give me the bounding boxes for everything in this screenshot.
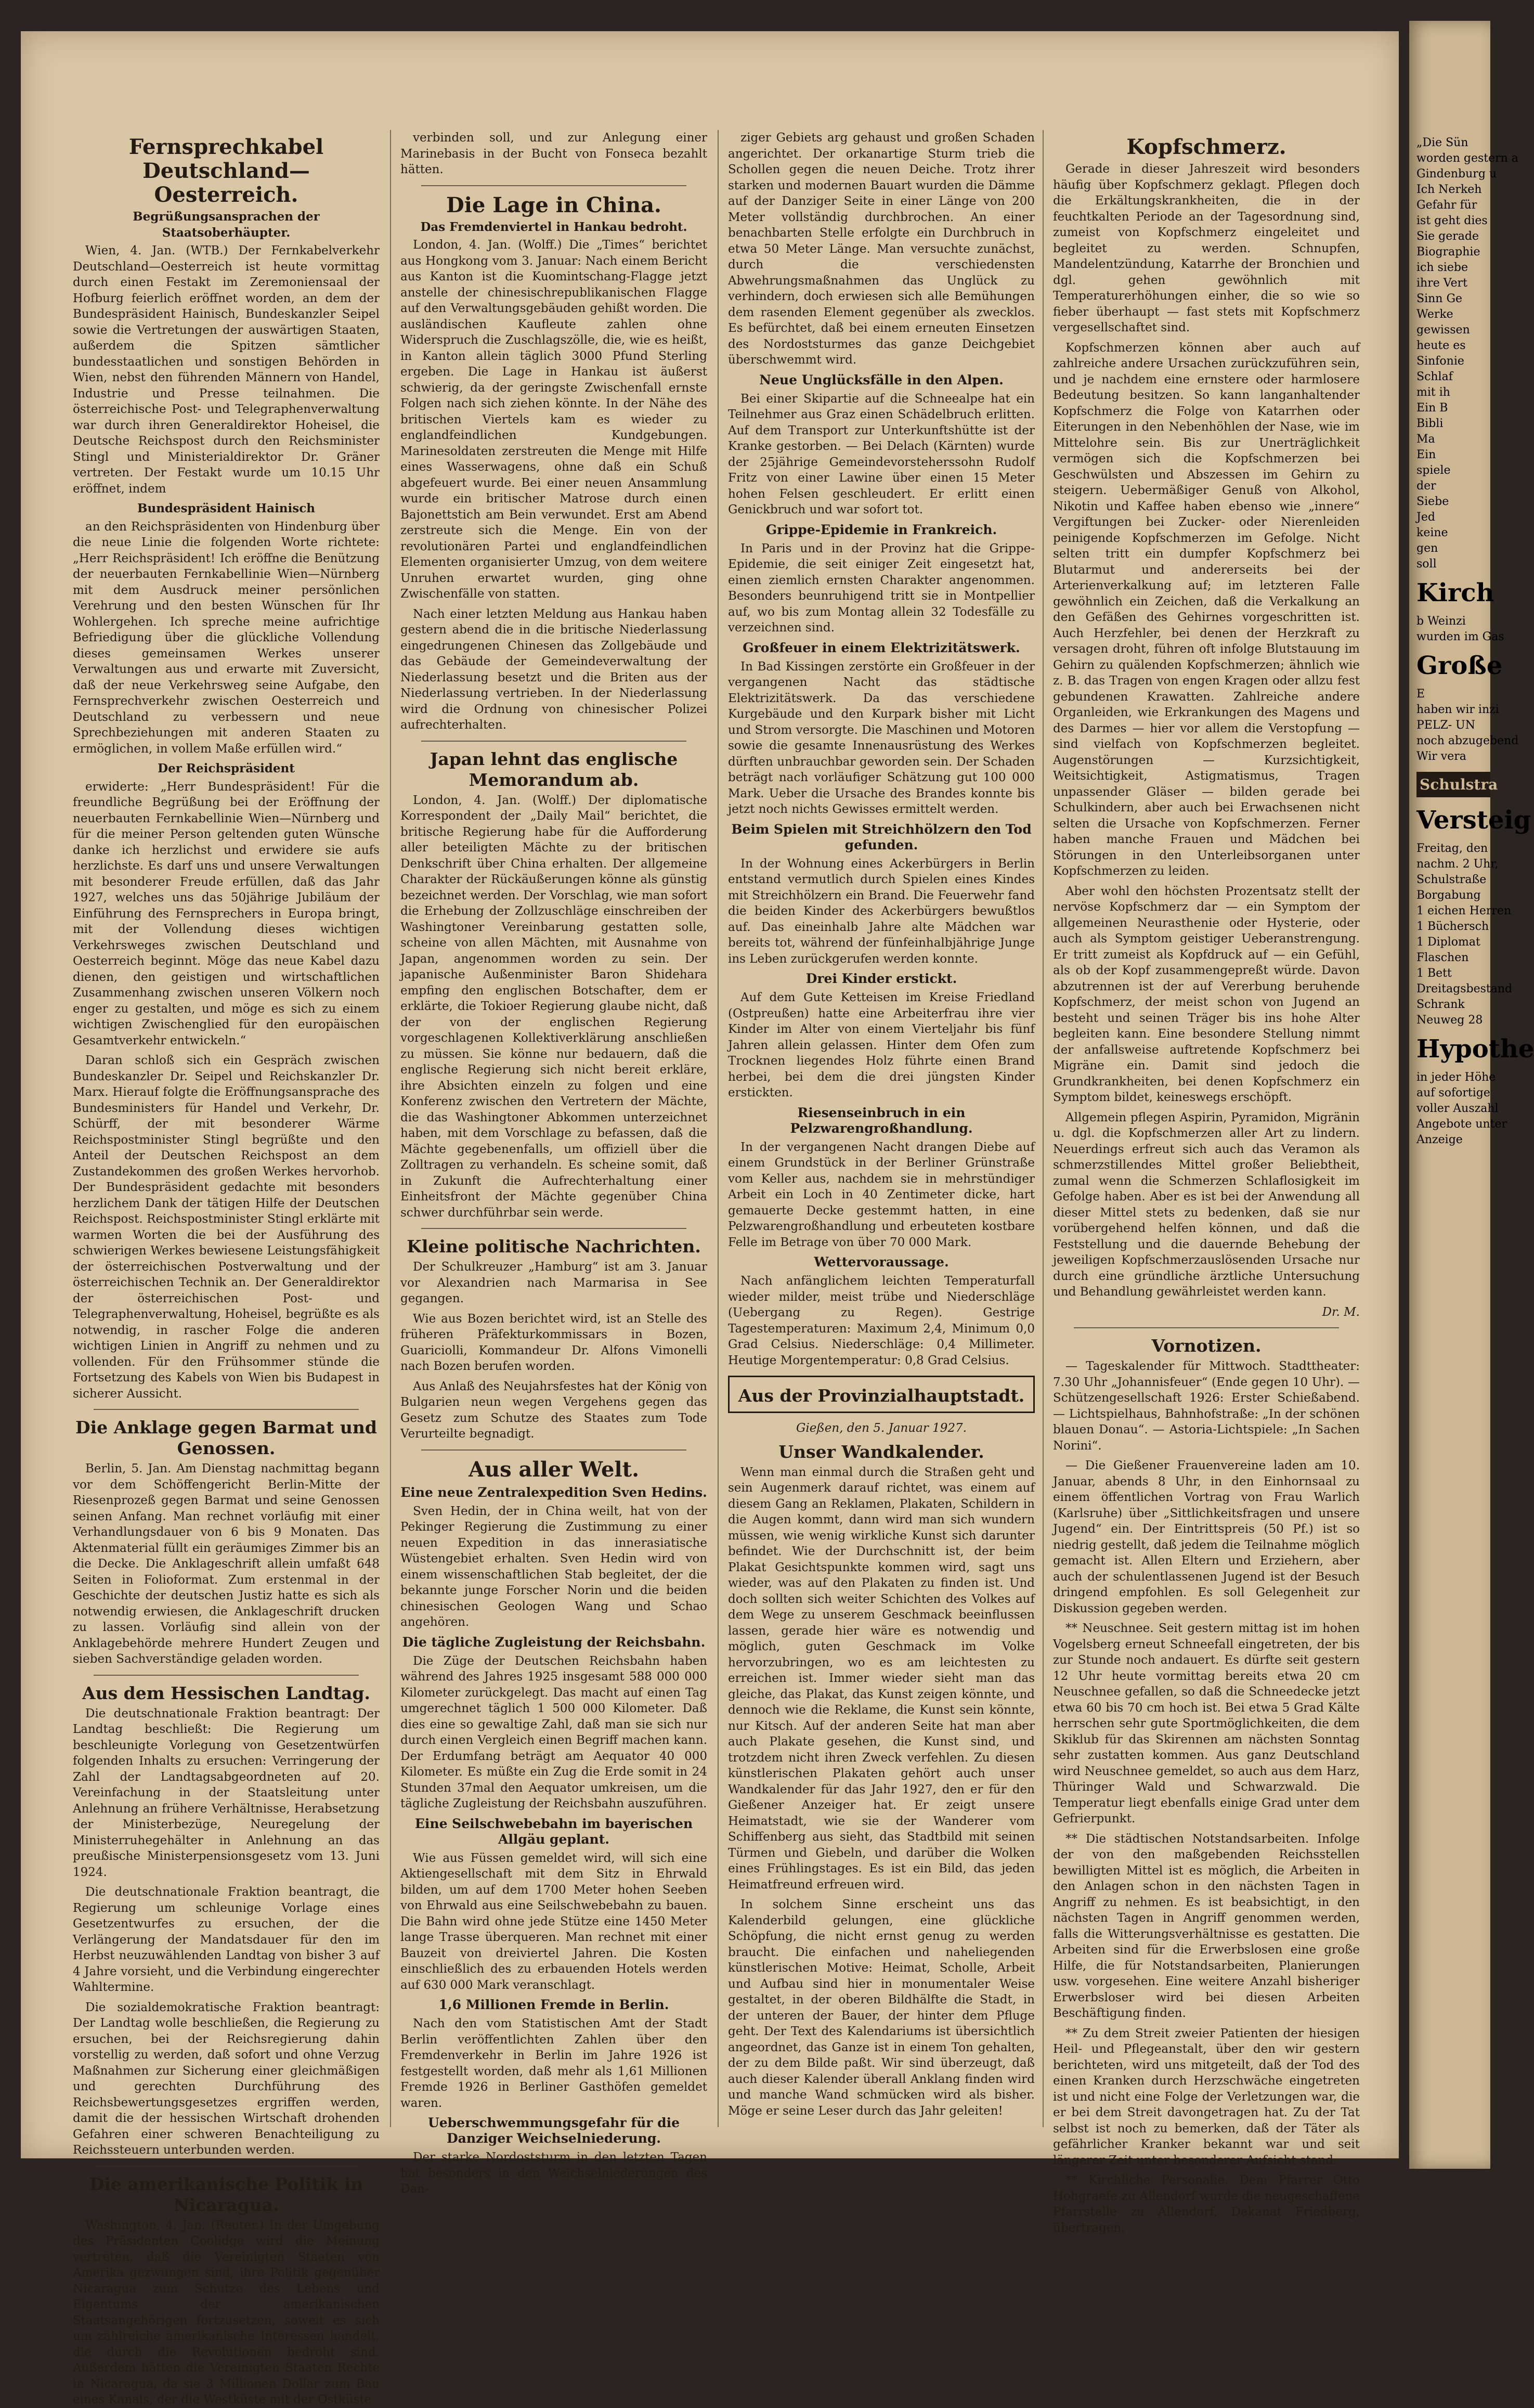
strip-line: E bbox=[1416, 688, 1425, 701]
strip-line: Biographie bbox=[1416, 245, 1480, 258]
strip-line: Schulstraße bbox=[1416, 873, 1487, 886]
strip-line: gewissen bbox=[1416, 323, 1470, 336]
section-heading: Eine neue Zentralexpedition Sven Hedins. bbox=[400, 1484, 707, 1500]
separator bbox=[421, 1228, 686, 1229]
article-paragraph: Nach den vom Statistischen Amt der Stadt Berlin veröffentlichten Zahlen über den Fremdenverkehr in Berlin im Jahre 1926 ist festgestellt worden, daß mehr als 1,61 Millionen Fremde 1926 in Berliner Gasthöfen gemeldet waren. bbox=[400, 2017, 707, 2110]
article-paragraph: Wien, 4. Jan. (WTB.) Der Fernkabelverkehr Deutschland—Oesterreich ist heute vormittag durch einen Festakt im Zeremoniensaal der Hofburg feierlich eröffnet worden, an dem der Bundespräsident Hainisch, Bundeskanzler Seipel sowie die Vertretungen der auswärtigen Staaten, außerdem die Spitzen sämtlicher bundesstaatlichen und sonstigen Behörden in Wien, nebst den führenden Männern von Handel, Industrie und Presse teilnahmen. Die österreichische Post- und Telegraphenverwaltung war durch ihren Generaldirektor Hoheisel, die Deutsche Reichspost durch den Reichsminister Stingl und Ministerialdirektor Dr. Gräner vertreten. Der Festakt wurde um 10.15 Uhr eröffnet, indem bbox=[73, 244, 380, 496]
weather-heading: Wettervoraussage. bbox=[814, 1254, 949, 1270]
headline-kleine-nachrichten: Kleine politische Nachrichten. bbox=[407, 1236, 701, 1257]
strip-line: wurden im Gas bbox=[1416, 630, 1504, 643]
strip-line: haben wir inzi bbox=[1416, 703, 1499, 716]
article-paragraph: Die sozialdemokratische Fraktion beantragt: Der Landtag wolle beschließen, die Regierung zu ersuchen, bei der Reichsregierung dahin vorstellig zu werden, daß sofort und ohne Verzug Maßnahmen zur Sicherung einer gleichmäßigen und gerechten Durchführung des Reichsbewertungsgesetzes ergriffen werden, damit die der hessischen Wirtschaft drohenden Gefahren einer schweren Benachteiligung zu Reichssteuern unterbunden werden. bbox=[73, 2000, 380, 2157]
column-3 bbox=[728, 130, 1035, 2127]
article-paragraph: ** Zu dem Streit zweier Patienten der hiesigen Heil- und Pflegeanstalt, über den wir gestern berichteten, wird uns mitgeteilt, daß der Tod des einen Kranken durch Herzschwäche eingetreten ist und nicht eine Folge der Verletzungen war, die er bei dem Streit davongetragen hat. Zu der Tat selbst ist noch zu bemerken, daß der Täter als gefährlicher Kranker bekannt war und seit längerer Zeit unter besonderer Aufsicht stand. bbox=[1053, 2026, 1360, 2167]
strip-line: voller Auszahl bbox=[1416, 1102, 1499, 1115]
article-paragraph: Bei einer Skipartie auf die Schneealpe hat ein Teilnehmer aus Graz einen Schädelbruch erlitten. Auf dem Transport zur Unterkunftshütte ist der Kranke gestorben. — Bei Delach (Kärnten) wurde der 25jährige Gemeindevorsteherssohn Rudolf Fritz von einer Lawine über einen 15 Meter hohen Felsen geschleudert. Er erlitt einen Genickbruch und war sofort tot. bbox=[728, 392, 1035, 516]
strip-line: spiele bbox=[1416, 464, 1451, 477]
strip-line: Werke bbox=[1416, 308, 1453, 321]
strip-line: mit ih bbox=[1416, 386, 1450, 399]
strip-ad-schulstrasse: Schulstra bbox=[1416, 772, 1490, 797]
weather-paragraph: Nach anfänglichem leichten Temperaturfall wieder milder, meist trübe und Niederschläge (Uebergang zu Regen). Gestrige Tagestemperaturen: Maximum 2,4, Minimum 0,0 Grad Celsius. Niederschläge: 0,4 Millimeter. Heutige Morgentemperatur: 0,8 Grad Celsius. bbox=[728, 1274, 1035, 1367]
article-paragraph: In Paris und in der Provinz hat die Grippe-Epidemie, die seit einiger Zeit eingesetzt hat, einen ziemlich ernsten Charakter angenommen. Besonders beunruhigend tritt sie in Montpellier auf, wo bis zum Montag allein 32 Todesfälle zu verzeichnen sind. bbox=[728, 541, 1035, 635]
strip-line: Ein B bbox=[1416, 402, 1448, 415]
column-2 bbox=[400, 130, 707, 2196]
strip-text-block bbox=[1416, 687, 1519, 765]
article-paragraph: erwiderte: „Herr Bundespräsident! Für die freundliche Begrüßung bei der Eröffnung der neuerbauten Fernkabellinie Wien—Nürnberg und für die meiner Person geltenden guten Wünsche danke ich herzlichst und erwidere sie aufs herzlichste. Es darf uns und unsere Verwaltungen mit besonderer Freude erfüllen, daß das Jahr 1927, welches uns das 50jährige Jubiläum der Einführung des Fernsprechers in Europa bringt, mit der Vollendung dieses wichtigen Verkehrsweges zwischen Deutschland und Oesterreich beginnt. Möge das neue Kabel dazu dienen, den geistigen und wirtschaftlichen Zusammenhang zwischen unseren Völkern noch enger zu gestalten, und möge es sich zu einem wichtigen Zwischenglied für den europäischen Gesamtverkehr entwickeln.“ bbox=[73, 780, 380, 1047]
strip-line: ist geht dies bbox=[1416, 214, 1488, 227]
strip-line: Gefahr für bbox=[1416, 199, 1477, 212]
article-paragraph: ziger Gebiets arg gehaust und großen Schaden angerichtet. Der orkanartige Sturm trieb die Schollen gegen die neuen Deiche. Trotz ihrer starken und modernen Bauart wurden die Dämme auf der Danziger Seite in einer Länge von 200 Meter vollständig durchbrochen. An einer benachbarten Stelle erfolgte ein Durchbruch in etwa 50 Meter Länge. Man versuchte zunächst, durch die verschiedensten Abwehrungsmaßnahmen das Unglück zu verhindern, doch erwiesen sich alle Bemühungen dem rasenden Element gegenüber als zwecklos. Es befürchtet, daß bei einem erneuten Einsetzen des Nordoststurmes das ganze Deichgebiet überschwemmt wird. bbox=[728, 131, 1035, 367]
newspaper-page bbox=[21, 31, 1399, 2406]
article-paragraph: Washington, 4. Jan. (Reuter.) In der Umgebung des Präsidenten Coolidge wird die Meinung vertreten, daß die Vereinigten Staaten von Amerika gezwungen sind, ihre Politik gegenüber Nicaragua zum Schutze des Lebens und Eigentums der amerikanischen Staatsangehörigen fortzusetzen, soweit es sich um zahlreiche amerikanische Interessen handelt, die durch die Revolutionen bedroht sind. Außerdem hätten die Vereinigten Staaten Rechte in Nicaragua, da sie 3 Millionen Dollar zum Bau eines Kanals, der die Westküste mit der Ostküste bbox=[73, 2218, 380, 2406]
column-rule bbox=[390, 130, 391, 2127]
article-paragraph: Die Züge der Deutschen Reichsbahn haben während des Jahres 1925 insgesamt 588 000 000 Kilometer zurückgelegt. Das macht auf einen Tag umgerechnet täglich 1 500 000 Kilometer. Daß dies eine so gewaltige Zahl, daß man sie sich nur durch einen Vergleich einen Begriff machen kann. Der Erdumfang beträgt am Aequator 40 000 Kilometer. Es müßte ein Zug die Erde somit in 24 Stunden 37mal den Aequator umkreisen, um die tägliche Zugleistung der Reichsbahn auszuführen. bbox=[400, 1654, 707, 1810]
separator bbox=[94, 1675, 359, 1676]
headline-barmat: Die Anklage gegen Barmat und Genossen. bbox=[75, 1417, 377, 1458]
strip-line: heute es bbox=[1416, 339, 1466, 352]
strip-line: Angebote unter bbox=[1416, 1118, 1507, 1131]
section-heading: Drei Kinder erstickt. bbox=[805, 971, 957, 986]
strip-line: 1 Bett bbox=[1416, 967, 1452, 980]
strip-line: Borgabung bbox=[1416, 889, 1481, 902]
article-paragraph: an den Reichspräsidenten von Hindenburg über die neue Linie die folgenden Worte richtete: „Herr Reichspräsident! Ich eröffne die Benützung der neuerbauten Fernkabellinie Wien—Nürnberg mit dem Ausdruck meiner persönlichen Verehrung und den besten Wünschen für Ihr Wohlergehen. Ich spreche meine aufrichtige Befriedigung über die glückliche Vollendung dieses gemeinsamen Werkes unserer Verwaltungen aus und erwarte mit Zuversicht, daß der neue Verkehrsweg seine Aufgabe, den Fernsprechverkehr zwischen Oesterreich und Deutschland zu verbessern und neue Sprechbeziehungen mit anderen Staaten zu ermöglichen, in vollem Maße erfüllen wird.“ bbox=[73, 520, 380, 756]
section-heading: Neue Unglücksfälle in den Alpen. bbox=[759, 372, 1004, 387]
dateline: Gießen, den 5. Januar 1927. bbox=[796, 1421, 967, 1435]
section-heading: Ueberschwemmungsgefahr für die Danziger Weichselniederung. bbox=[427, 2115, 680, 2146]
author-signature: Dr. M. bbox=[1322, 1305, 1360, 1319]
strip-line: Schlaf bbox=[1416, 370, 1453, 383]
article-paragraph: ** Neuschnee. Seit gestern mittag ist im hohen Vogelsberg erneut Schneefall eingetreten, der bis zur Stunde noch andauert. Es dürfte seit gestern 12 Uhr heute vormittag bereits etwa 20 cm Neuschnee gefallen, so daß die Schneedecke jetzt etwa 60 bis 70 cm hoch ist. Bei etwa 5 Grad Kälte herrschen sehr gute Sportmöglichkeiten, die dem Skiklub für das Skirennen am nächsten Sonntag sehr zustatten kommen. Aus ganz Deutschland wird Neuschnee gemeldet, so auch aus dem Harz, Thüringer Wald und Schwarzwald. Die Temperatur liegt ebenfalls einige Grad unter dem Gefrierpunkt. bbox=[1053, 1622, 1360, 1826]
column-1 bbox=[73, 130, 380, 2406]
article-paragraph: ** Die städtischen Notstandsarbeiten. Infolge der von den maßgebenden Reichsstellen bewilligten Mittel ist es möglich, die Arbeiten in den Anlagen schon in den nächsten Tagen in Angriff zu nehmen. Es ist beabsichtigt, in den nächsten Tagen in Angriff genommen werden, falls die Witterungsverhältnisse es gestatten. Die Arbeiten sind für die Erwerbslosen eine große Hilfe, die für Notstandsarbeiten, Planierungen usw. vorgesehen. Eine weitere Anzahl bisheriger Erwerbsloser wird bei diesen Arbeiten Beschäftigung finden. bbox=[1053, 1832, 1360, 2020]
article-paragraph: Wenn man einmal durch die Straßen geht und sein Augenmerk darauf richtet, was einem auf diesem Gang an Reklamen, Plakaten, Schildern in die Augen kommt, dann wird man sich wundern müssen, wie wenig wirkliche Kunst sich darunter befindet. Wie der Durchschnitt ist, der beim Plakat Gesichtspunkte kommen wird, sagt uns wieder, was auf den Plakaten zu finden ist. Und doch sollten sich weiter Schichten des Volkes auf dem Wege zu unserem Geschmack beeinflussen lassen, gerade hier wäre es notwendig und möglich, guten Geschmack im Volke hervorzubringen, wo es am leichtesten zu erreichen ist. Immer wieder sieht man das gleiche, das Plakat, das Kunst zeigen könnte, und dennoch wie die Reklame, die Kunst sein könnte, nur Kitsch. Auf der anderen Seite hat man aber auch Plakate gesehen, die Kunst sind, und trotzdem nicht ihren Zweck verfehlen. Zu diesen künstlerischen Plakaten gehört auch unser Wandkalender für das Jahr 1927, den er für den Gießener Anzeiger hat. Er zeigt unsere Heimatstadt, wie sie der Wanderer vom Schiffenberg aus sieht, das Stadtbild mit seinen Türmen und Giebeln, und darüber die Wolken eines Frühlingstages. Es ist ein Bild, das jeden Heimatfreund erfreuen wird. bbox=[728, 1465, 1035, 1892]
headline-fernsprechkabel: Fernsprechkabel Deutschland—Oesterreich. bbox=[128, 135, 324, 207]
strip-line: auf sofortige bbox=[1416, 1086, 1490, 1099]
article-paragraph: In der Wohnung eines Ackerbürgers in Berlin entstand vermutlich durch Spielen eines Kindes mit Streichhölzern ein Brand. Die Feuerwehr fand die beiden Kinder des Ackerbürgers bewußtlos auf. Das eineinhalb Jahre alte Mädchen war bereits tot, während der fünfeinhalbjährige Junge ins Leben zurückgerufen werden konnte. bbox=[728, 857, 1035, 966]
section-heading: Riesenseinbruch in ein Pelzwarengroßhandlung. bbox=[790, 1105, 973, 1136]
headline-nicaragua: Die amerikanische Politik in Nicaragua. bbox=[89, 2173, 363, 2215]
strip-line: „Die Sün bbox=[1416, 136, 1468, 149]
article-paragraph: Die deutschnationale Fraktion beantragt: Der Landtag beschließt: Die Regierung um beschleunigte Vorlegung von Gesetzentwürfen folgenden Inhalts zu ersuchen: Verringerung der Zahl der Landtagsabgeordneten auf 20. Vereinfachung in der Staatsleitung unter Anlehnung an frühere Verhältnisse, Herabsetzung der Ministerbezüge, Neuregelung der Ministerruhegehälter in Anlehnung an das preußische Ministerpensionsgesetz vom 13. Juni 1924. bbox=[73, 1706, 380, 1879]
strip-line: Flaschen bbox=[1416, 951, 1469, 964]
strip-line: Gindenburg u bbox=[1416, 167, 1497, 180]
article-paragraph: London, 4. Jan. (Wolff.) Die „Times“ berichtet aus Hongkong vom 3. Januar: Nach einem Bericht aus Kanton ist die Kuomintschang-Flagge jetzt anstelle der chinesischrepublikanischen Flagge auf den Verwaltungsgebäuden gehißt worden. Die ausländischen Kaufleute zahlen ohne Widerspruch die Zuschlagszölle, die, wie es heißt, in Kanton allein täglich 3000 Pfund Sterling ergeben. Die Lage in Hankau ist äußerst schwierig, da der geringste Zwischenfall ernste Folgen nach sich ziehen könnte. In der Nähe des britischen Viertels kam es wieder zu englandfeindlichen Kundgebungen. Marinesoldaten zerstreuten die Menge mit Hilfe eines Wasserwagens, ohne daß ein Schuß abgefeuert wurde. Bei einer neuen Ansammlung wurde ein britischer Matrose durch einen Bajonettstich am Bein verwundet. Erst am Abend zerstreute sich die Menge. Ein von der revolutionären Partei und englandfeindlichen Elementen organisierter Umzug, von dem weitere Unruhen erwartet wurden, ging ohne Zwischenfälle von statten. bbox=[400, 238, 707, 601]
subheadline: Begrüßungsansprachen der Staatsoberhäupter. bbox=[133, 210, 320, 240]
strip-line: PELZ- UN bbox=[1416, 719, 1475, 732]
strip-line: in jeder Höhe bbox=[1416, 1071, 1496, 1084]
headline-japan: Japan lehnt das englische Memorandum ab. bbox=[430, 748, 678, 790]
provinzialhauptstadt-box bbox=[728, 1376, 1035, 1413]
strip-line: keine bbox=[1416, 526, 1448, 539]
strip-line: worden gestern a bbox=[1416, 152, 1518, 165]
column-rule bbox=[1043, 130, 1044, 2127]
separator bbox=[94, 1409, 359, 1410]
section-heading: Die tägliche Zugleistung der Reichsbahn. bbox=[402, 1634, 706, 1650]
article-paragraph: Der Schulkreuzer „Hamburg“ ist am 3. Januar vor Alexandrien nach Marmarisa in See gegangen. bbox=[400, 1260, 707, 1305]
article-paragraph: London, 4. Jan. (Wolff.) Der diplomatische Korrespondent der „Daily Mail“ berichtet, die britische Regierung habe für die Aufforderung aller beteiligten Mächte zu der britischen Denkschrift über China erhalten. Der allgemeine Charakter der Rückäußerungen könne als günstig bezeichnet werden. Der Vorschlag, wie man sofort die Erhebung der Zollzuschläge einschreiben der Washingtoner Vereinbarung gestatten solle, scheine von allen Mächten, mit Ausnahme von Japan, angenommen worden zu sein. Der japanische Außenminister Baron Shidehara empfing den englischen Botschafter, dem er erklärte, die Tokioer Regierung glaube nicht, daß der von der englischen Regierung vorgeschlagenen Kollektiverklärung anschließen zu müssen. Sie könne nur bedauern, daß die englische Regierung sich nicht bereit erkläre, ihre Absichten einzeln zu folgen und eine Konferenz zwischen den Vertretern der Mächte, die das Washingtoner Abkommen unterzeichnet haben, mit dem Vorschlage zu befassen, daß die Mächte gegebenenfalls, um offiziell über die Zolltragen zu verhandeln. Es scheine somit, daß in Zukunft die Aufrechterhaltung einer Einheitsfront der Mächte gegenüber China schwer durchführbar sein werde. bbox=[400, 793, 707, 1220]
section-heading: Beim Spielen mit Streichhölzern den Tod gefunden. bbox=[731, 821, 1032, 852]
adjacent-page-strip bbox=[1409, 21, 1534, 2169]
headline-aus-aller-welt: Aus aller Welt. bbox=[468, 1457, 640, 1482]
section-heading: Großfeuer in einem Elektrizitätswerk. bbox=[743, 640, 1020, 655]
article-paragraph: Aber wohl den höchsten Prozentsatz stellt der nervöse Kopfschmerz dar — ein Symptom der allgemeinen Neurasthenie oder Hysterie, oder auch als Symptom geistiger Ueberanstrengung. Er tritt zumeist als Kopfdruck auf — ein Gefühl, als ob der Kopf zusammengepreßt würde. Davon abzutrennen ist der auf Vererbung beruhende Kopfschmerz, der meist schon von Jugend an besteht und seinen Träger bis ins hohe Alter begleiten kann. Eine besondere Stellung nimmt der anfallsweise auftretende Kopfschmerz bei Migräne ein. Damit sind jedoch die Grundkrankheiten, bei denen Kopfschmerz ein Symptom bildet, keineswegs erschöpft. bbox=[1053, 884, 1360, 1104]
strip-line: 1 Diplomat bbox=[1416, 936, 1480, 949]
strip-line: ich siebe bbox=[1416, 261, 1468, 274]
article-paragraph: Der starke Nordoststurm in den letzten Tagen hat besonders in den Weichselniederungen des Dan- bbox=[400, 2151, 707, 2196]
article-paragraph: Wie aus Bozen berichtet wird, ist an Stelle des früheren Präfekturkommissars in Bozen, Guariciolli, Kommandeur Dr. Alfons Vimonelli nach Bozen berufen worden. bbox=[400, 1312, 707, 1373]
section-heading: Der Reichspräsident bbox=[158, 761, 295, 775]
headline-china: Die Lage in China. bbox=[446, 192, 661, 217]
article-paragraph: ** Kirchliche Personalie. Dem Pfarrer Otto Hohgraefe zu Allendorf wurde die neugeschaffene Pfarrstelle zu Allendorf, Dekanat Friedberg, übertragen. bbox=[1053, 2173, 1360, 2235]
strip-line: soll bbox=[1416, 558, 1437, 571]
strip-line: Schrank bbox=[1416, 998, 1465, 1011]
article-paragraph: In der vergangenen Nacht drangen Diebe auf einem Grundstück in der Berliner Grünstraße vom Keller aus, nachdem sie in mehrstündiger Arbeit ein Loch in 40 Zentimeter dicke, hart gemauerte Decke gestemmt hatten, in eine Pelzwarengroßhandlung und erbeuteten kostbare Felle im Betrage von über 70 000 Mark. bbox=[728, 1140, 1035, 1249]
strip-line: Freitag, den bbox=[1416, 842, 1488, 855]
headline-wandkalender: Unser Wandkalender. bbox=[778, 1441, 984, 1462]
article-paragraph: Sven Hedin, der in China weilt, hat von der Pekinger Regierung die Zustimmung zu einer neuen Expedition in das innerasiatische Wüstengebiet erhalten. Sven Hedin wird von einem wissenschaftlichen Stab begleitet, der die bekannte junge Forscher Norin und die beiden chinesischen Geologen Wang und Schao angehören. bbox=[400, 1504, 707, 1629]
separator bbox=[421, 741, 686, 742]
article-paragraph: Auf dem Gute Ketteisen im Kreise Friedland (Ostpreußen) hatte eine Arbeiterfrau ihre vier Kinder im Alter von einem Vierteljahr bis fünf Jahren allein gelassen. Hinter dem Ofen zum Trocknen liegendes Holz führte einen Brand herbei, bei dem die drei jüngsten Kinder erstickten. bbox=[728, 991, 1035, 1099]
strip-line: Dreitagsbestand bbox=[1416, 982, 1513, 995]
strip-line: Sinfonie bbox=[1416, 355, 1464, 368]
column-4 bbox=[1053, 130, 1360, 2235]
article-paragraph: — Tageskalender für Mittwoch. Stadttheater: 7.30 Uhr „Johannisfeuer“ (Ende gegen 10 Uhr). — Schützengesellschaft 1926: Erster Schießabend. — Lichtspielhaus, Bahnhofstraße: „In der schönen blauen Donau“. — Astoria-Lichtspiele: „In Sachen Norini“. bbox=[1053, 1360, 1360, 1453]
strip-line: b Weinzi bbox=[1416, 615, 1466, 628]
strip-line: Siebe bbox=[1416, 495, 1449, 508]
section-heading: Bundespräsident Hainisch bbox=[137, 501, 315, 515]
article-paragraph: In Bad Kissingen zerstörte ein Großfeuer in der vergangenen Nacht das städtische Elektrizitätswerk. Da das verschiedene Kurgebäude und den Kurpark bisher mit Licht und Strom versorgte. Die Maschinen und Motoren sowie die gesamte Innenausrüstung des Werkes dürften unbrauchbar geworden sein. Der Schaden beträgt nach vorläufiger Schätzung gut 100 000 Mark. Ueber die Ursache des Brandes konnte bis jetzt noch nichts Gewisses ermittelt werden. bbox=[728, 659, 1035, 816]
headline-provinzialhauptstadt: Aus der Provinzialhauptstadt. bbox=[738, 1386, 1025, 1406]
strip-line: Jed bbox=[1416, 511, 1435, 524]
article-paragraph: Aus Anlaß des Neujahrsfestes hat der König von Bulgarien neun wegen Vergehens gegen das Gesetz zum Schutze des Staates zum Tode Verurteilte begnadigt. bbox=[400, 1379, 707, 1441]
strip-ad-grosse: Große bbox=[1416, 651, 1503, 680]
strip-line: Anzeige bbox=[1416, 1133, 1463, 1146]
strip-text-block bbox=[1416, 841, 1513, 1028]
article-paragraph: Wie aus Füssen gemeldet wird, will sich eine Aktiengesellschaft mit dem Sitz in Ehrwald bilden, um auf dem 1700 Meter hohen Seeben von Ehrwald aus eine Seilschwebebahn zu bauen. Die Bahn wird ohne jede Stütze eine 1450 Meter lange Trasse überqueren. Man rechnet mit einer Bauzeit von dreiviertel Jahren. Die Kosten einschließlich des zu erbauenden Hotels werden auf 630 000 Mark veranschlagt. bbox=[400, 1851, 707, 1992]
strip-text-block bbox=[1416, 614, 1504, 645]
article-paragraph: Die deutschnationale Fraktion beantragt, die Regierung um schleunige Vorlage eines Gesetzentwurfes zu ersuchen, der die Verlängerung der Mandatsdauer für den im Herbst neuzuwählenden Landtag von bisher 3 auf 4 Jahre vorsieht, und die Verbindung eingerechter Wahltermine. bbox=[73, 1885, 380, 1994]
strip-line: noch abzugebend bbox=[1416, 734, 1519, 747]
strip-line: Ich Nerkeh bbox=[1416, 183, 1482, 196]
strip-line: Sinn Ge bbox=[1416, 292, 1463, 305]
strip-heading-kirch: Kirch bbox=[1416, 578, 1494, 607]
section-heading: Grippe-Epidemie in Frankreich. bbox=[765, 522, 997, 537]
section-heading: Eine Seilschwebebahn im bayerischen Allgäu geplant. bbox=[414, 1816, 693, 1847]
strip-line: Wir vera bbox=[1416, 750, 1466, 763]
strip-line: Neuweg 28 bbox=[1416, 1014, 1483, 1027]
article-paragraph: In solchem Sinne erscheint uns das Kalenderbild gelungen, eine glückliche Schöpfung, die nicht ernst genug zu werden braucht. Die einfachen und naheliegenden künstlerischen Motive: Heimat, Scholle, Arbeit und Aufbau sind hier in monumentaler Weise gestaltet, in der oberen Bildhälfte die Stadt, in der unteren der Bauer, der hinter dem Pfluge geht. Der Text des Kalendariums ist übersichtlich angeordnet, das Ganze ist in einem Ton gehalten, der zu dem Bilde paßt. Wir sind überzeugt, daß auch dieser Kalender überall Anklang finden wird und manche Wand schmücken wird als bisher. Möge er seine Leser durch das Jahr geleiten! bbox=[728, 1898, 1035, 2118]
subheadline: Das Fremdenviertel in Hankau bedroht. bbox=[420, 219, 687, 234]
strip-column bbox=[1409, 21, 1534, 1148]
strip-line: der bbox=[1416, 480, 1436, 493]
strip-line: 1 eichen Herren bbox=[1416, 904, 1512, 917]
separator bbox=[94, 2166, 359, 2167]
strip-ad-hypothek: Hypothe bbox=[1416, 1034, 1534, 1064]
separator bbox=[421, 185, 686, 186]
strip-line: Sie gerade bbox=[1416, 230, 1479, 243]
article-paragraph: Kopfschmerzen können aber auch auf zahlreiche andere Ursachen zurückzuführen sein, und je nachdem eine ernstere oder harmlosere Bedeutung besitzen. So kann langanhaltender Kopfschmerz die Folge von Katarrhen oder Eiterungen in den Nebenhöhlen der Nase, wie im Mittelohre sein. Bis zur Unerträglichkeit vermögen sich die Kopfschmerzen bei Geschwülsten und Abszessen im Gehirn zu steigern. Uebermäßiger Genuß von Alkohol, Nikotin und Kaffee haben ebenso wie „innere“ Vergiftungen bei Zucker- oder Nierenleiden peinigende Kopfschmerzen im Gefolge. Nicht selten tritt ein dumpfer Kopfschmerz bei Blutarmut und andererseits bei der Arterienverkalkung auf; im letzteren Falle gewöhnlich ein Zeichen, daß die Verkalkung an den Gefäßen des Gehirnes vorgeschritten ist. Auch Herzfehler, bei denen der Herzkraft zu versagen droht, führen oft infolge Blutstauung im Gehirn zu quälenden Kopfschmerzen; ähnlich wie z. B. das Tragen von engen Kragen oder allzu fest gebundenen Krawatten. Zahlreiche andere Organleiden, wie Erkrankungen des Magens und des Darmes — hier vor allem die Verstopfung — sind vielfach von Kopfschmerzen begleitet. Augenstörungen — Kurzsichtigkeit, Weitsichtigkeit, Astigmatismus, Tragen unpassender Gläser — bilden gerade bei Schulkindern, aber auch bei Erwachsenen nicht selten die Ursache von Kopfschmerzen. Ferner haben manche Frauen und Mädchen bei Störungen in den Unterleibsorganen unter Kopfschmerzen zu leiden. bbox=[1053, 341, 1360, 878]
column-rule bbox=[718, 130, 719, 2127]
strip-line: ihre Vert bbox=[1416, 277, 1467, 290]
strip-line: Ein bbox=[1416, 448, 1436, 461]
article-paragraph: Nach einer letzten Meldung aus Hankau haben gestern abend die in die britische Niederlassung eingedrungenen Chinesen das Zollgebäude und das Gebäude der Gemeindeverwaltung der Niederlassung besetzt und die Briten aus der Niederlassung vertrieben. In der Niederlassung wird die Ordnung von chinesischer Polizei aufrechterhalten. bbox=[400, 607, 707, 732]
strip-line: nachm. 2 Uhr, bbox=[1416, 858, 1499, 871]
article-paragraph: verbinden soll, und zur Anlegung einer Marinebasis in der Bucht von Fonseca bezahlt hätten. bbox=[400, 131, 707, 176]
headline-landtag: Aus dem Hessischen Landtag. bbox=[82, 1682, 370, 1703]
strip-line: Ma bbox=[1416, 433, 1435, 446]
strip-text-block bbox=[1416, 1070, 1507, 1148]
separator bbox=[1074, 1327, 1339, 1328]
strip-line: gen bbox=[1416, 542, 1438, 555]
article-paragraph: — Die Gießener Frauenvereine laden am 10. Januar, abends 8 Uhr, in den Einhornsaal zu einem öffentlichen Vortrag von Frau Warlich (Karlsruhe) über „Sittlichkeitsfragen und unsere Jugend“ ein. Der Eintrittspreis (50 Pf.) ist so niedrig gestellt, daß jedem die Teilnahme möglich gemacht ist. Allen Eltern und Erziehern, aber auch der schulentlassenen Jugend ist der Besuch dringend empfohlen. Es soll Gelegenheit zur Diskussion gegeben werden. bbox=[1053, 1459, 1360, 1615]
headline-kopfschmerz: Kopfschmerz. bbox=[1126, 135, 1286, 159]
strip-line: Bibli bbox=[1416, 417, 1444, 430]
strip-line: 1 Büchersch bbox=[1416, 920, 1489, 933]
article-paragraph: Daran schloß sich ein Gespräch zwischen Bundeskanzler Dr. Seipel und Reichskanzler Dr. Marx. Hierauf folgte die Eröffnungsansprache des Bundesministers für Handel und Verkehr, Dr. Schürff, der mit besonderer Wärme Reichspostminister Stingl begrüßte und den Anteil der Deutschen Reichspost an dem Zustandekommen des großen Werkes hervorhob. Der Bundespräsident gedachte mit besonders herzlichem Dank der tätigen Hilfe der Deutschen Reichspost. Reichspostminister Stingl erklärte mit warmen Worten die bei der Ausführung des schwierigen Werkes bewiesene Leistungsfähigkeit der österreichischen Postverwaltung und der österreichischen Technik an. Der Generaldirektor der österreichischen Post- und Telegraphenverwaltung, Hoheisel, begrüßte es als notwendig, in rascher Folge die anderen wichtigen Linien in Angriff zu nehmen und zu vollenden. Für den Frühsommer stünde die Fortsetzung des Kabels von Wien bis Budapest in sicherer Aussicht. bbox=[73, 1054, 380, 1401]
article-paragraph: Allgemein pflegen Aspirin, Pyramidon, Migränin u. dgl. die Kopfschmerzen aller Art zu lindern. Neuerdings erfreut sich auch das Veramon als schmerzstillendes Mittel großer Beliebtheit, zumal wenn die Schmerzen Schlaflosigkeit im Gefolge haben. Aber es ist bei der Anwendung all dieser Mittel stets zu bedenken, daß sie nur vorübergehend helfen können, und daß die Feststellung und die dauernde Behebung der jeweiligen Kopfschmerzauslösenden Ursache nur durch eine gründliche ärztliche Untersuchung und Behandlung gewährleistet werden kann. bbox=[1053, 1110, 1360, 1299]
section-heading: 1,6 Millionen Fremde in Berlin. bbox=[438, 1997, 669, 2012]
article-paragraph: Berlin, 5. Jan. Am Dienstag nachmittag begann vor dem Schöffengericht Berlin-Mitte der Riesenprozeß gegen Barmat und seine Genossen seinen Anfang. Man rechnet vorläufig mit einer Verhandlungsdauer von 6 bis 9 Monaten. Das Aktenmaterial füllt ein geräumiges Zimmer bis an die Decke. Die Anklageschrift allein umfaßt 648 Seiten in Folioformat. Zum erstenmal in der Geschichte der deutschen Justiz hatte es sich als notwendig erwiesen, die Anklageschrift drucken zu lassen. Vorläufig sind allein von der Anklagebehörde mehrere Hundert Zeugen und sieben Sachverständige geladen worden. bbox=[73, 1462, 380, 1666]
strip-text-block bbox=[1416, 135, 1518, 572]
separator bbox=[421, 1449, 686, 1451]
headline-vornotizen: Vornotizen. bbox=[1151, 1336, 1262, 1356]
strip-ad-versteigerung: Versteig bbox=[1416, 806, 1531, 835]
article-paragraph: Gerade in dieser Jahreszeit wird besonders häufig über Kopfschmerz geklagt. Pflegen doch die Erkältungskrankheiten, die in der feuchtkalten Periode an der Tagesordnung sind, zumeist von Kopfschmerz eingeleitet und begleitet zu werden. Schnupfen, Mandelentzündung, Katarrhe der Bronchien und dgl. gehen gewöhnlich mit Temperaturerhöhungen einher, die so wie so fieber überhaupt — fast stets mit Kopfschmerz vergesellschaftet sind. bbox=[1053, 162, 1360, 334]
